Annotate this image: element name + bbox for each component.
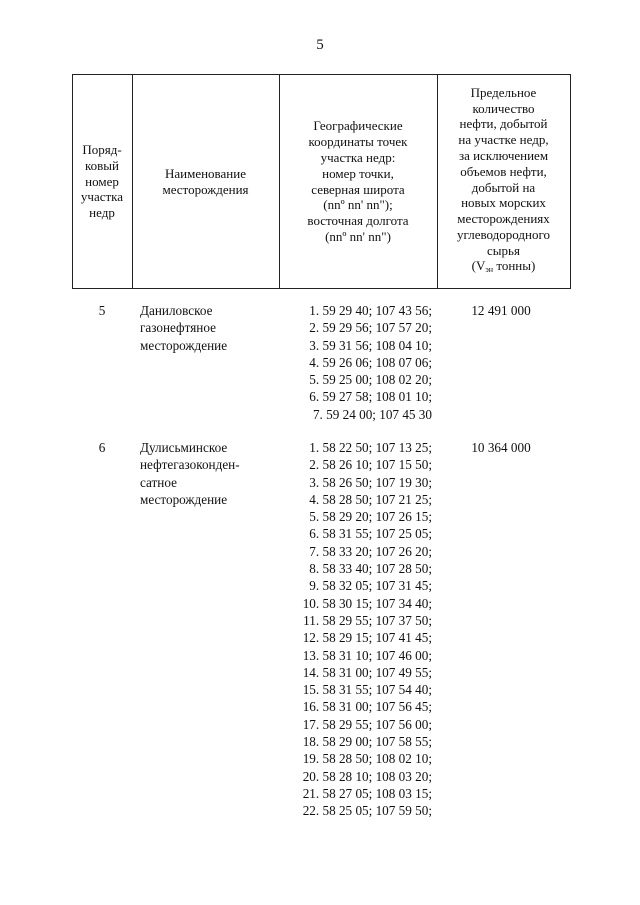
coordinate-point: 2. 59 29 56; 107 57 20; [309, 320, 432, 336]
coordinate-point: 6. 59 27 58; 108 01 10; [309, 389, 432, 405]
row-number: 5 [98, 303, 106, 318]
coordinate-list [309, 302, 432, 423]
coordinate-point: 6. 58 31 55; 107 25 05; [309, 526, 432, 542]
header-col-amount-text: Предельное количество нефти, добытой на участке недр, за исключением объемов нефти, добытой на новых морских месторождениях углеводородного сырья ($V_{эн}$ тонны) [457, 84, 550, 275]
coordinate-point: 10. 58 30 15; 107 34 40; [302, 595, 432, 611]
coordinate-point: 11. 58 29 55; 107 37 50; [303, 612, 432, 628]
table-header [72, 74, 571, 289]
coordinate-point: 7. 59 24 00; 107 45 30 [312, 406, 432, 422]
oil-amount: 10 364 000 [471, 440, 531, 455]
oil-amount: 12 491 000 [471, 303, 531, 318]
header-col-coordinates-text: Географические координаты точек участка недр: номер точки, северная широта (nnº nn' nn"); восточная долгота (nnº nn' nn") [307, 118, 409, 244]
coordinate-point: 7. 58 33 20; 107 26 20; [309, 543, 432, 559]
row-number: 6 [98, 440, 106, 455]
coordinate-point: 8. 58 33 40; 107 28 50; [309, 561, 432, 577]
coordinate-point: 13. 58 31 10; 107 46 00; [302, 647, 432, 663]
header-col-number [72, 74, 132, 289]
coordinate-point: 2. 58 26 10; 107 15 50; [309, 457, 432, 473]
field-name: Дулисьминское нефтегазоконден- сатное месторождение [140, 440, 240, 507]
coordinate-point: 3. 59 31 56; 108 04 10; [309, 337, 432, 353]
header-divider [570, 74, 571, 289]
field-name: Даниловское газонефтяное месторождение [140, 303, 228, 353]
coordinate-point: 5. 58 29 20; 107 26 15; [309, 509, 432, 525]
header-col-name [132, 74, 279, 289]
coordinate-point: 18. 58 29 00; 107 58 55; [302, 734, 432, 750]
coordinate-point: 12. 58 29 15; 107 41 45; [302, 630, 432, 646]
coordinate-point: 4. 58 28 50; 107 21 25; [309, 491, 432, 507]
coordinate-point: 1. 59 29 40; 107 43 56; [309, 303, 432, 318]
coordinate-point: 14. 58 31 00; 107 49 55; [302, 664, 432, 680]
header-col-coordinates [279, 74, 437, 289]
coordinate-point: 3. 58 26 50; 107 19 30; [309, 474, 432, 490]
coordinate-list [303, 439, 432, 820]
header-col-name-text: Наименование месторождения [162, 165, 249, 197]
coordinate-point: 22. 58 25 05; 107 59 50; [302, 803, 432, 819]
header-col-amount [437, 74, 570, 289]
coordinate-point: 16. 58 31 00; 107 56 45; [302, 699, 432, 715]
coordinate-point: 21. 58 27 05; 108 03 15; [302, 785, 432, 801]
page-number: 5 [316, 37, 324, 53]
coordinate-point: 5. 59 25 00; 108 02 20; [309, 372, 432, 388]
coordinate-point: 15. 58 31 55; 107 54 40; [302, 682, 432, 698]
coordinate-point: 4. 59 26 06; 108 07 06; [309, 354, 432, 370]
coordinate-point: 9. 58 32 05; 107 31 45; [309, 578, 432, 594]
header-col-number-text: Поряд- ковый номер участка недр [80, 142, 124, 221]
coordinate-point: 20. 58 28 10; 108 03 20; [302, 768, 432, 784]
coordinate-point: 1. 58 22 50; 107 13 25; [309, 440, 432, 455]
coordinate-point: 17. 58 29 55; 107 56 00; [302, 716, 432, 732]
coordinate-point: 19. 58 28 50; 108 02 10; [302, 751, 432, 767]
